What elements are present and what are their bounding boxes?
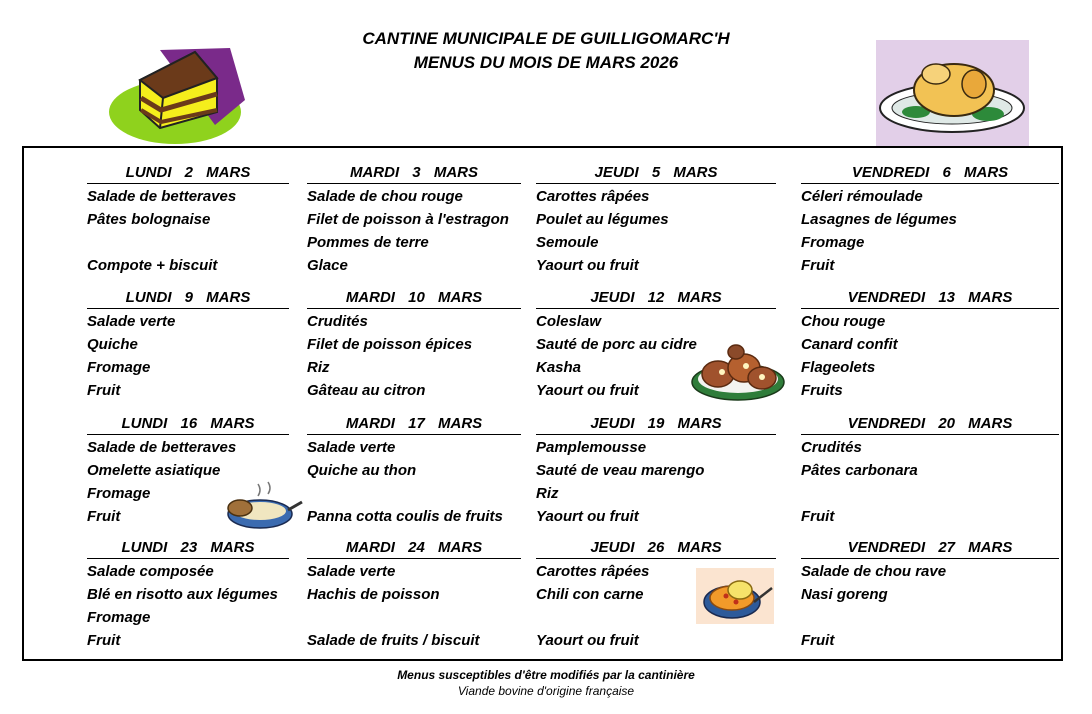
footer-note: Menus susceptibles d'être modifiés par la cantinière [397, 668, 695, 682]
menu-item: Salade de fruits / biscuit [307, 632, 480, 649]
menu-item: Nasi goreng [801, 586, 888, 603]
menu-item: Compote + biscuit [87, 257, 218, 274]
menu-item: Carottes râpées [536, 188, 650, 205]
menu-item: Fromage [87, 609, 151, 626]
menu-item: Flageolets [801, 359, 876, 376]
menu-item: Salade de betteraves [87, 439, 237, 456]
menu-item: Chou rouge [801, 313, 886, 330]
menu-item: Yaourt ou fruit [536, 508, 639, 525]
menu-item: Fruit [801, 632, 835, 649]
menu-item: Pamplemousse [536, 439, 647, 456]
menu-item: Fruit [801, 508, 835, 525]
menu-item: Hachis de poisson [307, 586, 440, 603]
menu-item: Sauté de porc au cidre [536, 336, 697, 353]
menu-item: Kasha [536, 359, 582, 376]
menu-item: Fruit [87, 632, 121, 649]
menu-item: Fromage [87, 359, 151, 376]
day-header: JEUDI 12 MARS [536, 287, 776, 309]
menu-grid [22, 146, 1063, 661]
menu-item: Riz [536, 485, 559, 502]
menu-item: Panna cotta coulis de fruits [307, 508, 503, 525]
menu-item: Fruit [87, 508, 121, 525]
menu-item: Yaourt ou fruit [536, 382, 639, 399]
menu-item: Blé en risotto aux légumes [87, 586, 278, 603]
day-header: MARDI 17 MARS [307, 413, 521, 435]
day-header: LUNDI 16 MARS [87, 413, 289, 435]
menu-item: Pâtes bolognaise [87, 211, 211, 228]
roast-chicken-illustration [876, 40, 1029, 148]
pork-dish-illustration [688, 344, 788, 406]
menu-item: Glace [307, 257, 348, 274]
menu-item: Lasagnes de légumes [801, 211, 957, 228]
omelette-pan-illustration [224, 480, 304, 532]
menu-item: Crudités [307, 313, 368, 330]
day-header: LUNDI 2 MARS [87, 162, 289, 184]
menu-item: Poulet au légumes [536, 211, 669, 228]
menu-item: Chili con carne [536, 586, 644, 603]
menu-item: Riz [307, 359, 330, 376]
menu-item: Gâteau au citron [307, 382, 426, 399]
footer-origin: Viande bovine d'origine française [457, 684, 635, 698]
menu-item: Carottes râpées [536, 563, 650, 580]
day-header: JEUDI 26 MARS [536, 537, 776, 559]
menu-item: Omelette asiatique [87, 462, 221, 479]
day-header: VENDREDI 27 MARS [801, 537, 1059, 559]
menu-item: Salade verte [307, 439, 396, 456]
menu-item: Quiche au thon [307, 462, 417, 479]
menu-item: Pommes de terre [307, 234, 429, 251]
menu-item: Salade de chou rouge [307, 188, 463, 205]
menu-item: Fromage [801, 234, 865, 251]
day-header: VENDREDI 6 MARS [801, 162, 1059, 184]
menu-item: Yaourt ou fruit [536, 632, 639, 649]
day-header: VENDREDI 13 MARS [801, 287, 1059, 309]
menu-item: Pâtes carbonara [801, 462, 918, 479]
day-header: LUNDI 9 MARS [87, 287, 289, 309]
menu-item: Salade de betteraves [87, 188, 237, 205]
chili-dish-illustration [696, 568, 774, 624]
menu-item: Salade composée [87, 563, 214, 580]
day-header: VENDREDI 20 MARS [801, 413, 1059, 435]
menu-item: Filet de poisson à l'estragon [307, 211, 509, 228]
menu-item: Salade verte [307, 563, 396, 580]
menu-item: Sauté de veau marengo [536, 462, 705, 479]
menu-item: Céleri rémoulade [801, 188, 923, 205]
menu-item: Fromage [87, 485, 151, 502]
day-header: MARDI 10 MARS [307, 287, 521, 309]
day-header: JEUDI 19 MARS [536, 413, 776, 435]
menu-item: Coleslaw [536, 313, 602, 330]
menu-item: Canard confit [801, 336, 898, 353]
menu-item: Filet de poisson épices [307, 336, 473, 353]
menu-item: Salade verte [87, 313, 176, 330]
page-subtitle: MENUS DU MOIS DE MARS 2026 [413, 53, 679, 72]
menu-item: Quiche [87, 336, 138, 353]
menu-item: Salade de chou rave [801, 563, 947, 580]
day-header: MARDI 3 MARS [307, 162, 521, 184]
day-header: MARDI 24 MARS [307, 537, 521, 559]
menu-item: Fruit [87, 382, 121, 399]
menu-item: Fruits [801, 382, 843, 399]
menu-item: Fruit [801, 257, 835, 274]
day-header: JEUDI 5 MARS [536, 162, 776, 184]
menu-item: Crudités [801, 439, 862, 456]
page-title: CANTINE MUNICIPALE DE GUILLIGOMARC'H [362, 29, 730, 48]
menu-item: Yaourt ou fruit [536, 257, 639, 274]
day-header: LUNDI 23 MARS [87, 537, 289, 559]
cake-illustration [105, 40, 250, 145]
menu-item: Semoule [536, 234, 599, 251]
